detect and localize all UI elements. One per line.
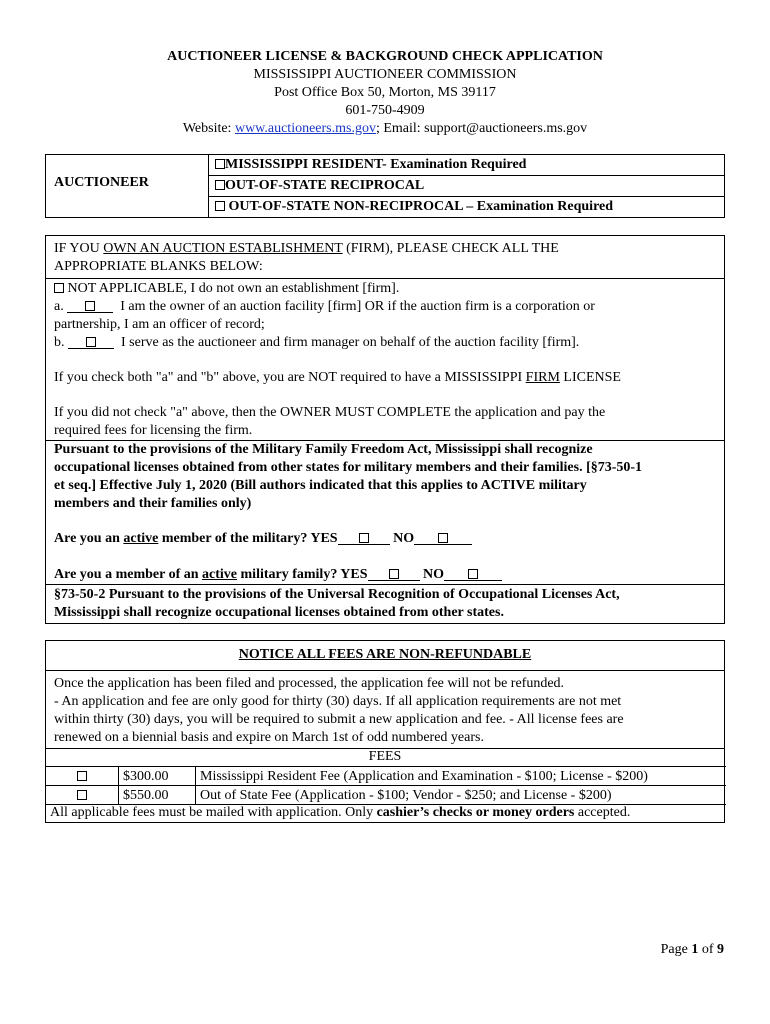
license-label: AUCTIONEER — [54, 175, 149, 190]
not-applicable-option: NOT APPLICABLE, I do not own an establishment [firm]. — [46, 280, 724, 298]
payment-note: All applicable fees must be mailed with application. Only cashier’s checks or money orders accepted. — [50, 805, 631, 820]
checkbox-icon[interactable] — [468, 569, 478, 579]
military-act-text-4: members and their families only) — [54, 496, 252, 511]
checkbox-icon[interactable] — [215, 201, 225, 211]
document-title: AUCTIONEER LICENSE & BACKGROUND CHECK APPLICATION — [167, 49, 603, 64]
military-act-text-2: occupational licenses obtained from other states for military members and their families. [§73-50-1 — [54, 460, 643, 475]
org-phone: 601-750-4909 — [345, 103, 425, 118]
owner-note-line2: required fees for licensing the firm. — [54, 423, 253, 438]
document-header — [0, 48, 770, 138]
renewal-note: renewed on a biennial basis and expire on March 1st of odd numbered years. — [54, 730, 484, 745]
fees-notice-title: NOTICE ALL FEES ARE NON-REFUNDABLE — [238, 647, 532, 662]
email-text: ; Email: support@auctioneers.ms.gov — [375, 121, 588, 136]
checkbox-icon[interactable] — [359, 533, 369, 543]
military-family-question: Are you a member of an active military family? YES NO — [46, 566, 724, 584]
refund-note: Once the application has been filed and processed, the application fee will not be refunded. — [54, 676, 565, 691]
fee-description: Mississippi Resident Fee (Application and Examination - $100; License - $200) — [196, 767, 727, 786]
fees-box — [45, 640, 725, 823]
checkbox-icon[interactable] — [438, 533, 448, 543]
universal-recognition-text: §73-50-2 Pursuant to the provisions of the Universal Recognition of Occupational Licenses Act, — [54, 587, 620, 602]
checkbox-icon[interactable] — [215, 159, 225, 169]
validity-note: - An application and fee are only good for thirty (30) days. If all application requirements are not met — [54, 694, 622, 709]
table-row — [46, 786, 726, 805]
checkbox-icon[interactable] — [54, 283, 64, 293]
license-option-non-reciprocal: OUT-OF-STATE NON-RECIPROCAL – Examination Required — [209, 197, 724, 218]
page-number: Page 1 of 9 — [660, 942, 724, 957]
checkbox-icon[interactable] — [77, 771, 87, 781]
active-member-question: Are you an active member of the military? YES NO — [46, 530, 724, 548]
universal-recognition-text-2: Mississippi shall recognize occupational licenses obtained from other states. — [54, 605, 504, 620]
option-a: a. I am the owner of an auction facility [firm] OR if the auction firm is a corporation or — [54, 299, 595, 314]
table-row — [46, 767, 726, 786]
validity-note-2: within thirty (30) days, you will be required to submit a new application and fee. - All license fees are — [54, 712, 624, 727]
contact-line: Website: www.auctioneers.ms.gov; Email: support@auctioneers.ms.gov — [182, 121, 588, 136]
firm-heading: IF YOU OWN AN AUCTION ESTABLISHMENT (FIRM), PLEASE CHECK ALL THE — [54, 241, 559, 256]
military-act-text-3: et seq.] Effective July 1, 2020 (Bill authors indicated that this applies to ACTIVE military — [54, 478, 587, 493]
checkbox-icon[interactable] — [389, 569, 399, 579]
website-link[interactable]: www.auctioneers.ms.gov — [234, 121, 376, 136]
checkbox-icon[interactable] — [215, 180, 225, 190]
checkbox-icon[interactable] — [85, 301, 95, 311]
military-act-text: Pursuant to the provisions of the Military Family Freedom Act, Mississippi shall recognize — [54, 442, 593, 457]
firm-heading-line2: APPROPRIATE BLANKS BELOW: — [54, 259, 263, 274]
option-b: b. I serve as the auctioneer and firm manager on behalf of the auction facility [firm]. — [54, 335, 580, 350]
checkbox-icon[interactable] — [77, 790, 87, 800]
firm-section-box — [45, 235, 725, 624]
option-a-line2: partnership, I am an officer of record; — [54, 317, 265, 332]
license-option-reciprocal: OUT-OF-STATE RECIPROCAL — [209, 176, 724, 197]
fees-table — [46, 766, 726, 805]
fees-label: FEES — [368, 749, 402, 764]
both-checked-note: If you check both "a" and "b" above, you are NOT required to have a MISSISSIPPI FIRM LICENSE — [54, 370, 621, 385]
checkbox-icon[interactable] — [86, 337, 96, 347]
fee-description: Out of State Fee (Application - $100; Vendor - $250; and License - $200) — [196, 786, 727, 805]
license-type-box — [45, 154, 725, 218]
org-address: Post Office Box 50, Morton, MS 39117 — [274, 85, 496, 100]
license-option-resident: MISSISSIPPI RESIDENT- Examination Required — [209, 155, 724, 176]
owner-note: If you did not check "a" above, then the OWNER MUST COMPLETE the application and pay the — [54, 405, 606, 420]
org-name: MISSISSIPPI AUCTIONEER COMMISSION — [253, 67, 517, 82]
fee-amount: $550.00 — [119, 786, 196, 805]
fee-amount: $300.00 — [119, 767, 196, 786]
